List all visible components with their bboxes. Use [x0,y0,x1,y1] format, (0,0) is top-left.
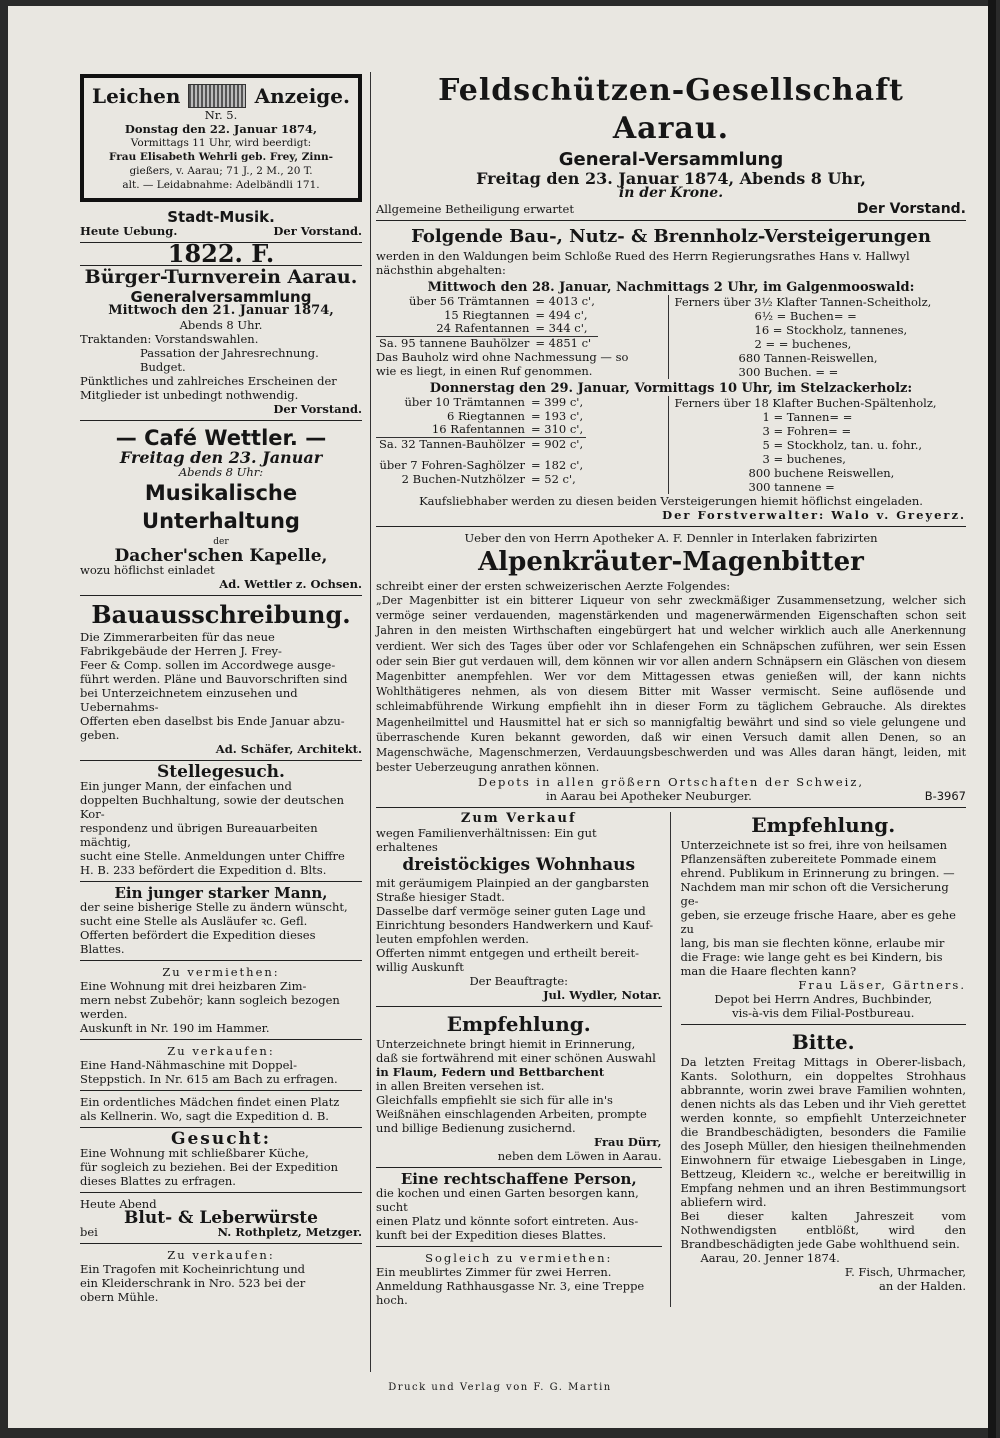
table-cell: = 52 c', [530,471,576,486]
gesucht-line: dieses Blattes zu erfragen. [80,1174,236,1188]
turn-line: Budget. [140,360,186,374]
musik-title: Stadt-Musik. [167,208,275,226]
feld-title: Feldschützen-Gesellschaft Aarau. [438,73,904,146]
holz-b-line: Ferners über 3½ Klafter Tannen-Scheitholz, [674,295,932,309]
verk-title: Zu verkaufen: [167,1044,275,1058]
alpen-code: B-3967 [924,789,966,804]
holz-b-line: 2 = = buchenes, [754,337,852,351]
table-cell: über 56 Trämtannen [408,294,530,308]
empf2-depot: vis-à-vis dem Filial-Postbureau. [732,1006,915,1021]
verk-line: Steppstich. In Nr. 615 am Bach zu erfragen. [80,1072,338,1086]
stelle-line: Ein junger Mann, der einfachen und [80,779,292,793]
table-row [376,396,586,410]
table-row [376,451,586,473]
musik-left: Heute Uebung. [80,224,178,238]
feld-place: in der Krone. [618,185,724,201]
right-column [376,66,966,1307]
alpen-title: Alpenkräuter-Magenbitter [478,547,864,577]
empf1-line: Gleichfalls empfiehlt sie sich für alle in's [376,1093,613,1108]
table-row [376,410,586,424]
stelle-line: H. B. 233 befördert die Expedition d. Blts. [80,863,327,877]
table-row [376,423,586,437]
bitte-body2: Bei dieser kalten Jahreszeit vom Nothwendigsten entblößt, wird den Brandbeschädigten jede Gabe wohlthuend sein. [680,1209,966,1252]
holz-e-line: 800 buchene Reiswellen, [748,466,895,480]
cafe-title: — Café Wettler. — [115,426,327,450]
wurst-bei: bei [80,1225,98,1239]
table-cell: = 494 c', [535,307,588,322]
holz-note: Das Bauholz wird ohne Nachmessung — so [376,350,629,364]
empf2-sig: Frau Läser, Gärtners. [798,978,966,993]
alpen-intro: Ueber den von Herrn Apotheker A. F. Dennler in Interlaken fabrizirten [464,531,878,545]
person-line: die kochen und einen Garten besorgen kann, sucht [376,1186,639,1215]
stelle-title: Stellegesuch. [157,762,285,782]
bau-line: führt werden. Pläne und Bauvorschriften sind [80,672,348,686]
table-cell: Sa. 95 tannene Bauhölzer [376,336,532,350]
mann-line: Offerten befördert die Expedition dieses Blattes. [80,928,316,956]
verm-line: Auskunft in Nr. 190 im Hammer. [80,1021,270,1035]
verk2-line: ein Kleiderschrank in Nro. 523 bei der [80,1276,306,1290]
verkauf-sig: Der Beauftragte: [469,974,569,989]
empf2-line: lang, bis man sie flechten könne, erlaube mir [680,936,945,951]
mann-title: Ein junger starker Mann, [114,884,328,902]
feld-right: Der Vorstand. [856,201,966,217]
cafe-line: wozu höflichst einladet [80,563,215,577]
verkauf-sig: Jul. Wydler, Notar. [543,988,662,1003]
coffin-ornament-icon [188,84,246,108]
table-cell: = 310 c', [530,422,584,436]
table-cell: 2 Buchen-Nutzhölzer [401,471,525,486]
table-cell: = 902 c', [528,437,586,451]
alpen-depot: Depots in allen größern Ortschaften der Schweiz, [477,775,865,790]
gesucht-line: für sogleich zu beziehen. Bei der Expedition [80,1160,339,1174]
table-cell: = 193 c', [530,408,584,423]
empf1-line: in Flaum, Federn und Bettbarchent [376,1065,605,1080]
table-cell: = 344 c', [535,321,588,335]
death-line: Frau Elisabeth Wehrli geb. Frey, Zinn- [108,151,333,163]
musik-right: Der Vorstand. [273,224,362,238]
turn-date: Mittwoch den 21. Januar 1874, [108,303,334,318]
bau-line: Feer & Comp. sollen im Accordwege ausge- [80,658,336,672]
empf2-line: ehrend. Publikum in Erinnerung zu bringen. — [680,866,955,881]
table-row [376,437,586,451]
table-row [376,473,586,487]
holz-b-line: 300 Buchen. = = [738,365,839,379]
table-cell: = 4851 c' [532,336,597,350]
holz-line: werden in den Waldungen beim Schloße Rued des Herrn Regierungsrathes Hans v. Hallwyl [376,249,910,263]
table-row [376,336,598,350]
holz-e-line: 3 = buchenes, [762,452,846,466]
table-cell: über 7 Fohren-Saghölzer [379,458,525,472]
empf1-title: Empfehlung. [446,1012,591,1037]
table-cell: = 399 c', [530,395,584,409]
bau-line: Offerten eben daselbst bis Ende Januar abzu- [80,714,345,728]
left-column [80,66,362,1304]
bau-line: Fabrikgebäude der Herren J. Frey- [80,644,282,658]
table-cell: 15 Riegtannen [444,307,530,322]
feld-date: Freitag den 23. Januar 1874, Abends 8 Uhr, [476,169,866,188]
cafe-time: Abends 8 Uhr: [178,465,264,479]
bau-line: Die Zimmerarbeiten für das neue [80,630,275,644]
bau-title: Bauausschreibung. [91,600,351,629]
holz-table-a [376,295,598,350]
holz-e-line: 5 = Stockholz, tan. u. fohr., [762,438,923,452]
empf1-line: Weißnähen einschlagenden Arbeiten, prompte [376,1107,647,1122]
empf2-depot: Depot bei Herrn Andres, Buchbinder, [714,992,933,1007]
sogleich-line: Ein meublirtes Zimmer für zwei Herren. [376,1265,612,1280]
holz-line: nächsthin abgehalten: [376,263,506,277]
bau-line: geben. [80,728,120,742]
verkauf-line: Einrichtung besonders Handwerkern und Kauf- [376,918,654,933]
death-line: Vormittags 11 Uhr, wird beerdigt: [130,137,312,149]
turn-line: Pünktliches und zahlreiches Erscheinen der [80,374,337,388]
verkauf-big: dreistöckiges Wohnhaus [402,855,636,876]
cafe-der: der [213,537,229,547]
holz-invite: Kaufsliebhaber werden zu diesen beiden Versteigerungen hiemit höflichst eingeladen. [419,494,923,508]
alpen-line: schreibt einer der ersten schweizerischen Aerzte Folgendes: [376,579,731,593]
verk-line: Eine Hand-Nähmaschine mit Doppel- [80,1058,297,1072]
alpen-depot2: in Aarau bei Apotheker Neuburger. [546,789,752,804]
bitte-body: Da letzten Freitag Mittags in Oberer-lisbach, Kants. Solothurn, ein doppeltes Strohhaus abbrannte, worin zwei brave Familien wohnten, denen nichts als das Leben und ihr Vieh gerettet werden konnte, so empfiehlt Unterzeichneter die Brandbeschädigten, besonders die Familie des Joseph Müller, den hiesigen theilnehmenden Einwohnern für etwaige Liebesgaben in Linge, Bettzeug, Kleidern ꝛc., welche er bereitwillig in Empfang nehmen und an ihren Bestimmungsort abliefern wird. [680,1055,966,1210]
verk2-line: obern Mühle. [80,1290,159,1304]
holz-table-c [376,396,586,486]
stelle-line: doppelten Buchhaltung, sowie der deutschen Kor- [80,793,345,821]
madchen-line: Ein ordentliches Mädchen findet einen Platz [80,1095,340,1109]
table-cell: Sa. 32 Tannen-Bauhölzer [376,437,528,451]
table-cell: 6 Riegtannen [446,408,525,423]
wurst-title: Blut- & Leberwürste [124,1208,318,1228]
table-cell: = 4013 c', [535,294,595,308]
holz-title: Folgende Bau-, Nutz- & Brennholz-Versteigerungen [411,226,931,247]
turn-time: Abends 8 Uhr. [179,318,263,332]
wurst-sig: N. Rothpletz, Metzger. [217,1225,362,1239]
cafe-date: Freitag den 23. Januar [119,448,323,467]
feld-sub: General-Versammlung [558,149,784,170]
stelle-line: sucht eine Stelle. Anmeldungen unter Chiffre [80,849,345,863]
empf1-line: und billige Bedienung zusichernd. [376,1121,576,1136]
mann-line: der seine bisherige Stelle zu ändern wünscht, [80,900,348,914]
holz-b-line: 680 Tannen-Reiswellen, [738,351,878,365]
table-cell: 24 Rafentannen [436,321,530,335]
empf1-line: Unterzeichnete bringt hiemit in Erinnerung, [376,1037,636,1052]
feld-left: Allgemeine Betheiligung erwartet [376,202,574,216]
bitte-sig: F. Fisch, Uhrmacher, [844,1265,966,1280]
holz-date1: Mittwoch den 28. Januar, Nachmittags 2 Uhr, im Galgenmooswald: [427,280,915,295]
holz-b-line: 16 = Stockholz, tannenes, [754,323,908,337]
gesucht-line: Eine Wohnung mit schließbarer Küche, [80,1146,309,1160]
bitte-sig: an der Halden. [878,1279,966,1294]
verkauf-line: willig Auskunft [376,960,464,975]
bitte-date: Aarau, 20. Jenner 1874. [700,1251,840,1266]
bau-line: bei Unterzeichnetem einzusehen und Uebernahms- [80,686,298,714]
verkauf-line: wegen Familienverhältnissen: Ein gut erhaltenes [376,826,597,855]
empf1-line: in allen Breiten versehen ist. [376,1079,545,1094]
bitte-title: Bitte. [791,1030,855,1055]
cafe-kapelle: Dacher'schen Kapelle, [114,546,328,566]
empf1-sig: Frau Dürr, [594,1135,662,1150]
death-title-a: Leichen [92,84,181,108]
death-line: alt. — Leidabnahme: Adelbändli 171. [122,179,320,191]
turn-line: Mitglieder ist unbedingt nothwendig. [80,388,299,402]
verkauf-title: Zum Verkauf [460,811,577,827]
holz-b-line: 6½ = Buchen= = [754,309,857,323]
empf2-line: Unterzeichnete ist so frei, ihre von heilsamen [680,838,948,853]
alpen-body: „Der Magenbitter ist ein bitterer Liqueur von sehr zweckmäßiger Zusammensetzung, welcher sich vermöge seiner verdauenden, magenstärkenden und magenerwärmenden Eigenschaften schon seit Jahren in den meisten Wirthschaften eingebürgert hat und welcher wirklich auch alle Anerkennung verdient. Wer sich des Tages über oder vor Schlafengehen ein Schnäpschen zuführen, wer sein Essen oder sein Bier gut verdauen will, dem können wir vor allen andern Schnäpsern ein Gläschen von diesem Magenbitter anempfehlen. Wer vor dem Mittagessen etwas genießen will, der kann nichts Wohlthätigeres nehmen, als von diesem Bitter mit Wasser vermischt. Seine auflösende und schleimabführende Wirkung empfiehlt ihn in dieser Form zu täglichem Gebrauche. Als direktes Magenheilmittel und Hausmittel hat er sich so mannigfaltig bewährt und sind so viele gelungene und überraschende Kuren bekannt geworden, daß wir einen Versuch damit allen Denen, so an Magenschwäche, Magenschmerzen, Verdauungsbeschwerden und was Alles daran hängt, leiden, mit bester Ueberzeugung anrathen können. [376,594,966,775]
empf2-line: die Frage: wie lange geht es bei Kindern, bis [680,950,943,965]
bau-sig: Ad. Schäfer, Architekt. [215,742,362,756]
cafe-head: Musikalische Unterhaltung [142,481,300,533]
verkauf-line: Offerten nimmt entgegen und ertheilt bereit- [376,946,640,961]
verm-title: Zu vermiethen: [162,965,280,979]
turn-line: Passation der Jahresrechnung. [140,346,319,360]
stelle-line: respondenz und übrigen Bureauarbeiten mächtig, [80,821,318,849]
turn-sig: Der Vorstand. [273,402,362,416]
verkauf-line: mit geräumigem Plainpied an der gangbarsten [376,876,649,891]
empf2-line: man die Haare flechten kann? [680,964,857,979]
gesucht-title: Gesucht: [170,1129,272,1149]
wurst-line: Heute Abend [80,1197,157,1211]
empf2-title: Empfehlung. [751,813,896,838]
sogleich-title: Sogleich zu vermiethen: [425,1251,613,1266]
death-notice [80,74,362,202]
verk2-title: Zu verkaufen: [167,1248,275,1262]
table-row [376,295,598,309]
death-number: Nr. 5. [204,108,238,122]
sogleich-line: Anmeldung Rathhausgasse Nr. 3, eine Treppe hoch. [376,1279,645,1308]
page-edge [988,0,996,1438]
death-line: Donstag den 22. Januar 1874, [124,122,318,136]
turn-line: Traktanden: Vorstandswahlen. [80,332,259,346]
turn-sub: Generalversammlung [130,288,312,306]
column-divider [370,72,371,1372]
death-title-b: Anzeige. [254,84,350,108]
verkauf-line: Dasselbe darf vermöge seiner guten Lage und [376,904,646,919]
table-cell: = 182 c', [530,458,584,472]
person-line: kunft bei der Expedition dieses Blattes. [376,1228,607,1243]
madchen-line: als Kellnerin. Wo, sagt die Expedition d. B. [80,1109,329,1123]
holz-date2: Donnerstag den 29. Januar, Vormittags 10 Uhr, im Stelzackerholz: [429,381,913,396]
holz-e-line: 1 = Tannen= = [762,410,853,424]
person-line: einen Platz und könnte sofort eintreten. Aus- [376,1214,639,1229]
verkauf-line: Straße hiesiger Stadt. [376,890,505,905]
empf2-line: geben, sie erzeuge frische Haare, aber es gehe zu [680,908,956,937]
table-cell: über 10 Trämtannen [404,395,525,409]
person-title: Eine rechtschaffene Person, [400,1170,637,1189]
printer-footer: Druck und Verlag von F. G. Martin [388,1382,612,1393]
verm-line: Eine Wohnung mit drei heizbaren Zim- [80,979,307,993]
holz-sig: Der Forstverwalter: Walo v. Greyerz. [662,508,966,522]
f1822-heading: 1822. F. [167,239,275,268]
mann-line: sucht eine Stelle als Ausläufer ꝛc. Gefl. [80,914,308,928]
table-row [376,322,598,336]
holz-e-line: 300 tannene = [748,480,835,494]
verk2-line: Ein Tragofen mit Kocheinrichtung und [80,1262,306,1276]
holz-e-line: 3 = Fohren= = [762,424,852,438]
cafe-sig: Ad. Wettler z. Ochsen. [219,577,362,591]
turn-title: Bürger-Turnverein Aarau. [84,266,358,288]
verkauf-line: leuten empfohlen werden. [376,932,529,947]
empf1-line: daß sie fortwährend mit einer schönen Auswahl [376,1051,656,1066]
empf2-line: Nachdem man mir schon oft die Versicherung ge- [680,880,949,909]
table-row [376,309,598,323]
death-line: gießers, v. Aarau; 71 J., 2 M., 20 T. [129,165,313,177]
verm-line: mern nebst Zubehör; kann sogleich bezogen werden. [80,993,340,1021]
holz-e-line: Ferners über 18 Klafter Buchen-Spältenholz, [674,396,937,410]
empf1-sig: neben dem Löwen in Aarau. [497,1149,662,1164]
table-cell: 16 Rafentannen [431,422,525,436]
empf2-line: Pflanzensäften zubereitete Pommade einem [680,852,937,867]
holz-note: wie es liegt, in einen Ruf genommen. [376,364,593,378]
